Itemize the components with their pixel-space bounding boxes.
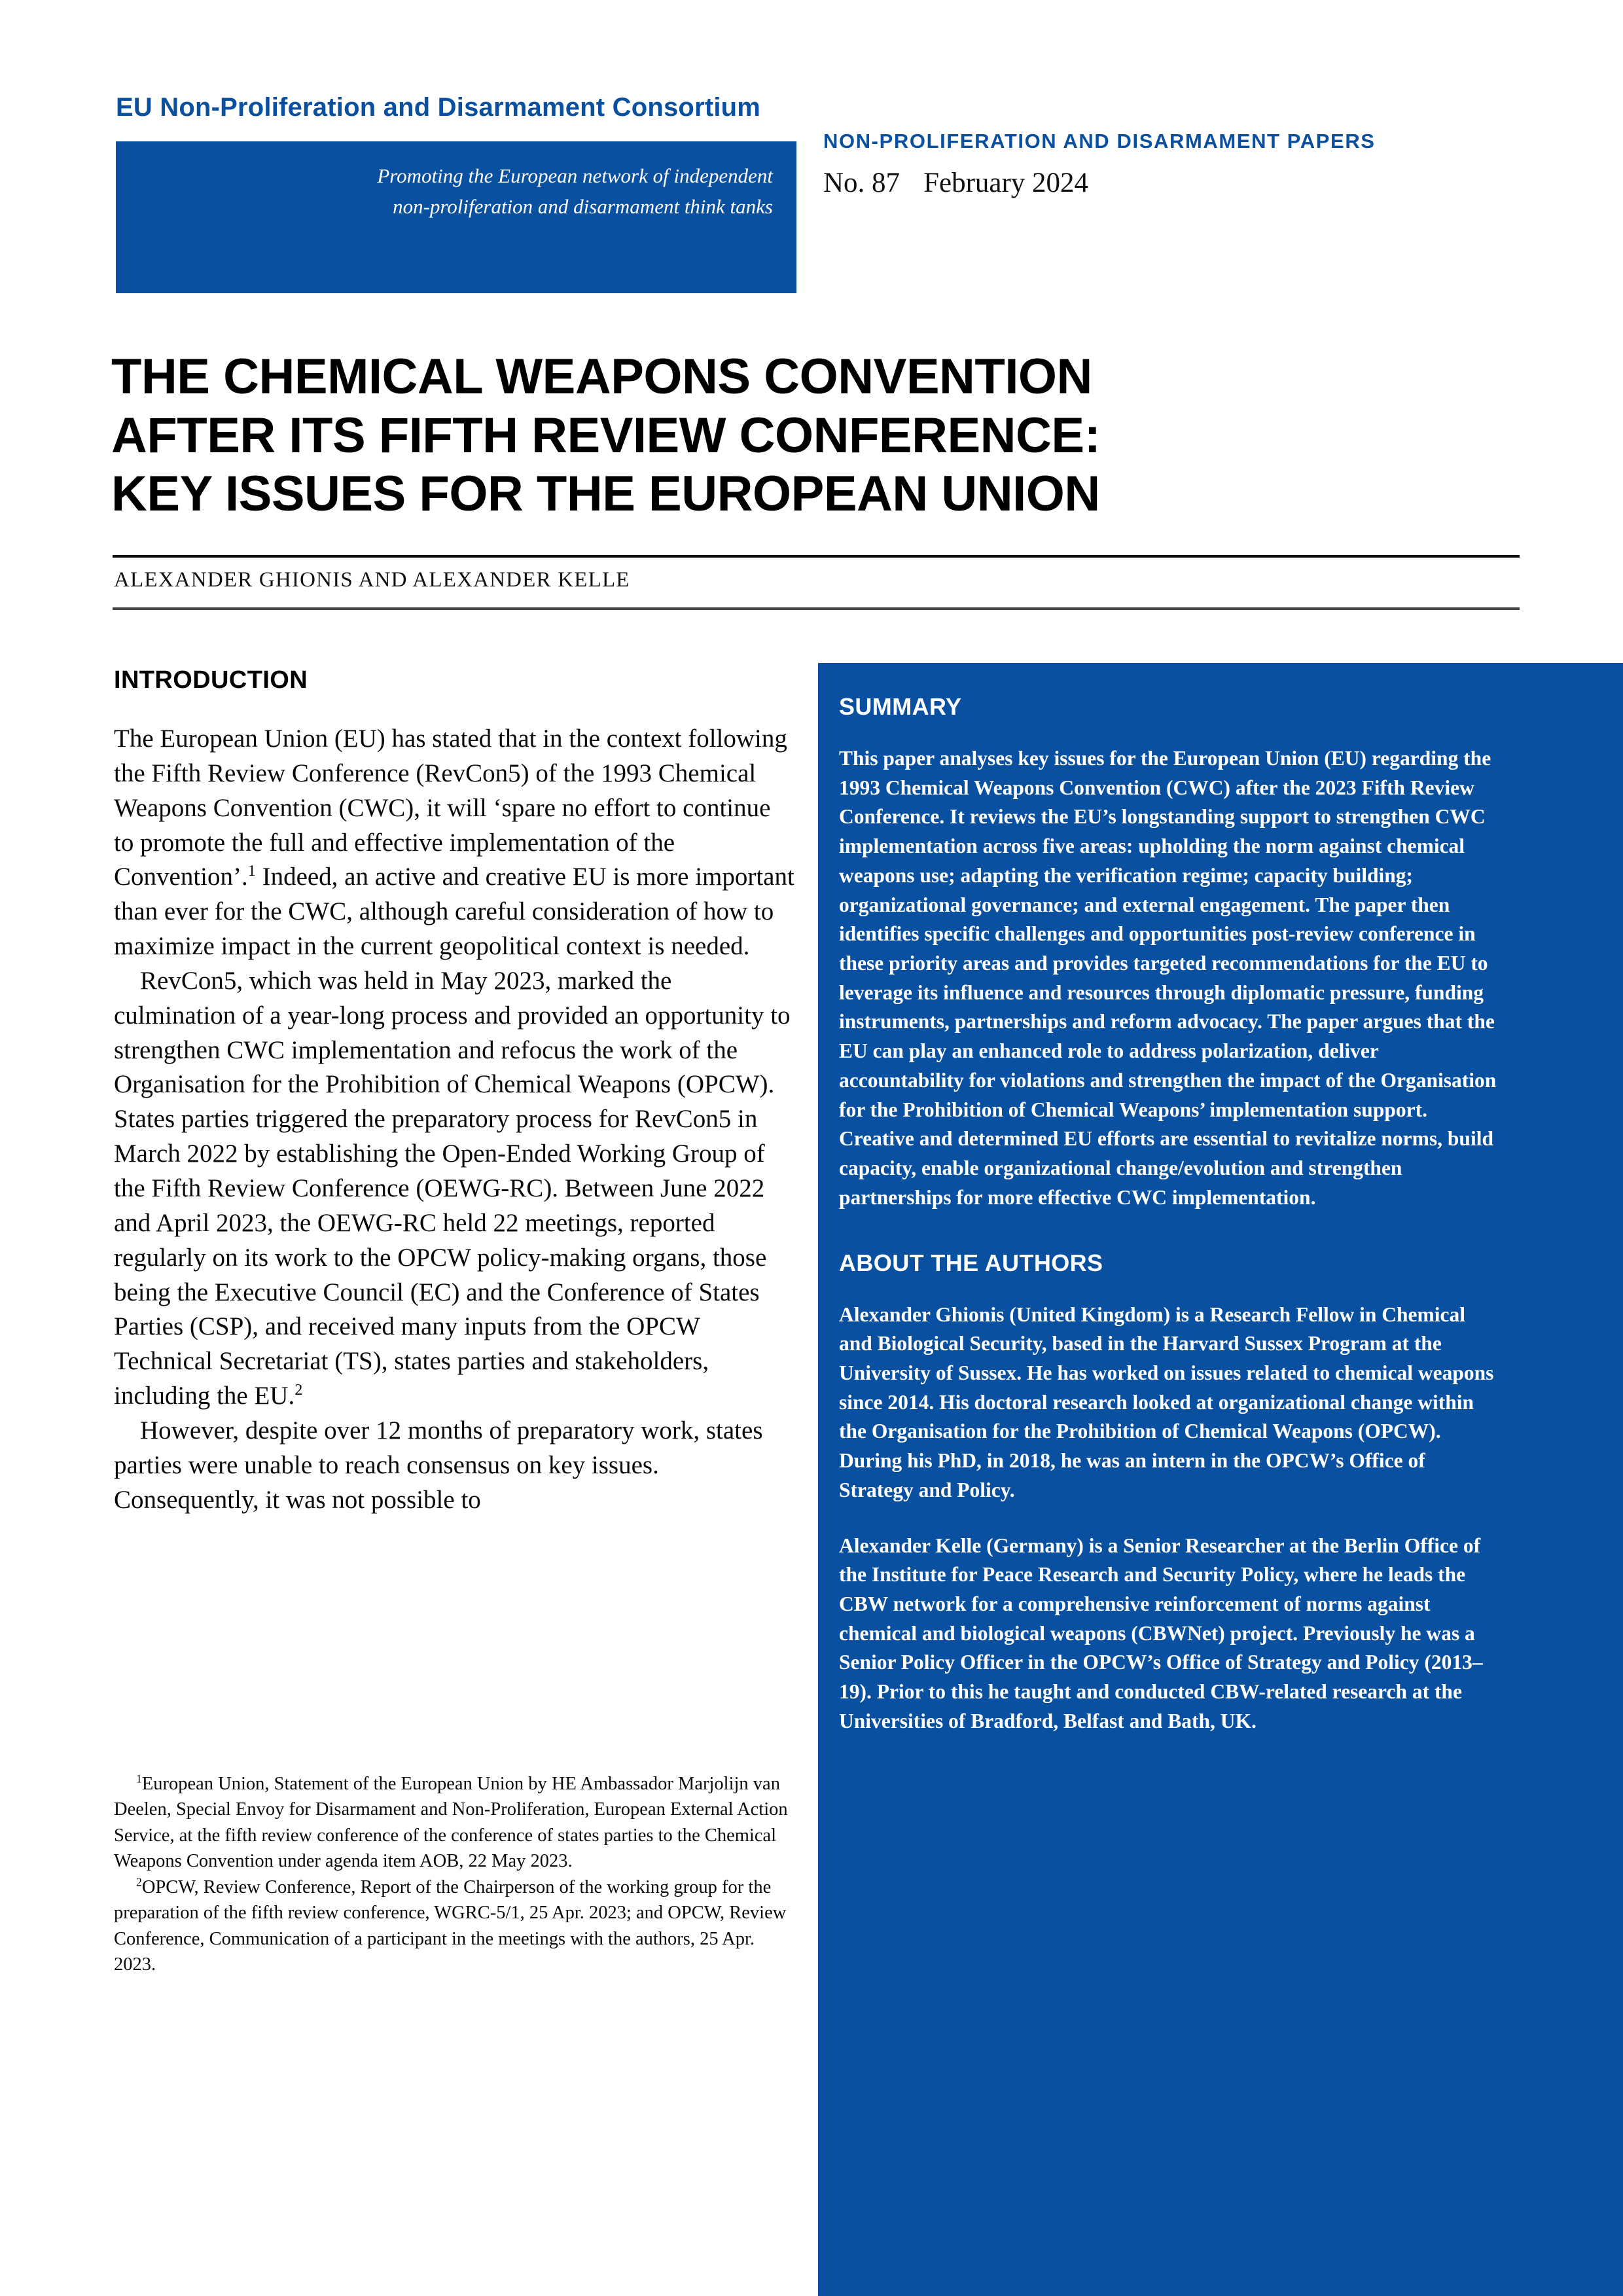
- introduction-paragraph-1: [114, 722, 794, 964]
- series-issue-line: [823, 167, 1088, 199]
- intro-p2-part-a: RevCon5, which was held in May 2023, marked the culmination of a year-long process and provided an opportunity to strengthen CWC implementation and refocus the work of the Organisation for the Prohibition of Chemical Weapons (OPCW). States parties triggered the preparatory process for RevCon5 in March 2022 by establishing the Open-Ended Working Group of the Fifth Review Conference (OEWG-RC). Between June 2022 and April 2023, the OEWG-RC held 22 meetings, reported regularly on its work to the OPCW policy-making organs, those being the Executive Council (EC) and the Conference of States Parties (CSP), and received many inputs from the OPCW Technical Secretariat (TS), states parties and stakeholders, including the EU.: [114, 966, 791, 1410]
- masthead-blue-box: [116, 141, 796, 293]
- masthead-tagline-line-2: non-proliferation and disarmament think tanks: [393, 194, 773, 218]
- introduction-column: [114, 666, 794, 1517]
- footnote-item: [114, 1771, 794, 1874]
- footnote-ref-2[interactable]: 2: [294, 1381, 303, 1399]
- footnote-text: OPCW, Review Conference, Report of the Chairperson of the working group for the preparation of the fifth review conference, WGRC-5/1, 25 Apr. 2023; and OPCW, Review Conference, Communication of a participant in the meetings with the authors, 25 Apr. 2023.: [114, 1876, 787, 1975]
- masthead-tagline: [276, 161, 773, 222]
- author-byline: ALEXANDER GHIONIS AND ALEXANDER KELLE: [114, 568, 630, 592]
- footnote-text: European Union, Statement of the European Union by HE Ambassador Marjolijn van Deelen, Special Envoy for Disarmament and Non-Proliferation, European External Action Service, at the fifth review conference of the conference of states parties to the Chemical Weapons Convention under agenda item AOB, 22 May 2023.: [114, 1774, 788, 1872]
- intro-p1-part-a: The European Union (EU) has stated that in the context following the Fifth Review Conference (RevCon5) of the 1993 Chemical Weapons Convention (CWC), it will ‘spare no effort to continue to promote the full and effective implementation of the Convention’.: [114, 725, 787, 891]
- footnotes-block: [114, 1771, 794, 1978]
- page-title-line-1: THE CHEMICAL WEAPONS CONVENTION: [111, 348, 1092, 404]
- consortium-masthead-title: EU Non-Proliferation and Disarmament Consortium: [116, 93, 761, 122]
- page-title: [111, 348, 1538, 524]
- masthead-tagline-line-1: Promoting the European network of independent: [377, 164, 773, 187]
- about-the-authors-heading: ABOUT THE AUTHORS: [839, 1249, 1103, 1276]
- footnote-marker: 1: [136, 1772, 142, 1785]
- introduction-heading: INTRODUCTION: [114, 666, 308, 694]
- issue-number: No. 87: [823, 168, 901, 198]
- byline-rule-bottom: [113, 607, 1520, 610]
- summary-panel: [818, 663, 1623, 2296]
- issue-date: February 2024: [923, 168, 1089, 198]
- intro-p1-part-b: Indeed, an active and creative EU is more important than ever for the CWC, although careful consideration of how to maximize impact in the current geopolitical context is needed.: [114, 863, 794, 961]
- byline-rule-top: [113, 555, 1520, 558]
- page-title-line-3: KEY ISSUES FOR THE EUROPEAN UNION: [111, 466, 1100, 522]
- footnote-ref-1[interactable]: 1: [247, 862, 256, 880]
- series-label: NON-PROLIFERATION AND DISARMAMENT PAPERS: [823, 130, 1376, 152]
- author-bio-ghionis: Alexander Ghionis (United Kingdom) is a Research Fellow in Chemical and Biological Security, based in the Harvard Sussex Program at the University of Sussex. He has worked on issues related to chemical weapons since 2014. His doctoral research looked at organizational change within the Organisation for the Prohibition of Chemical Weapons (OPCW). During his PhD, in 2018, he was an intern in the OPCW’s Office of Strategy and Policy.: [839, 1302, 1494, 1501]
- introduction-paragraph-3: However, despite over 12 months of preparatory work, states parties were unable to reach consensus on key issues. Consequently, it was not possible to: [114, 1416, 763, 1514]
- summary-panel-content: [839, 693, 1500, 1736]
- introduction-paragraph-2: [114, 964, 794, 1414]
- author-bio-kelle: Alexander Kelle (Germany) is a Senior Researcher at the Berlin Office of the Institute for Peace Research and Security Policy, where he leads the CBW network for a comprehensive reinforcement of norms against chemical and biological weapons (CBWNet) project. Previously he was a Senior Policy Officer in the OPCW’s Office of Strategy and Policy (2013–19). Prior to this he taught and conducted CBW-related research at the Universities of Bradford, Belfast and Bath, UK.: [839, 1534, 1483, 1732]
- page-title-line-2: AFTER ITS FIFTH REVIEW CONFERENCE:: [111, 407, 1101, 463]
- footnote-marker: 2: [136, 1875, 142, 1889]
- summary-heading: SUMMARY: [839, 693, 962, 720]
- footnote-item: [114, 1874, 794, 1978]
- summary-text: This paper analyses key issues for the European Union (EU) regarding the 1993 Chemical Weapons Convention (CWC) after the 2023 Fifth Review Conference. It reviews the EU’s longstanding support to strengthen CWC implementation across five areas: upholding the norm against chemical weapons use; adapting the verification regime; capacity building; organizational governance; and external engagement. The paper then identifies specific challenges and opportunities post-review conference in these priority areas and provides targeted recommendations for the EU to leverage its influence and resources through diplomatic pressure, funding instruments, partnerships and reform advocacy. The paper argues that the EU can play an enhanced role to address polarization, deliver accountability for violations and strengthen the impact of the Organisation for the Prohibition of Chemical Weapons’ implementation support. Creative and determined EU efforts are essential to revitalize norms, build capacity, enable organizational change/evolution and strengthen partnerships for more effective CWC implementation.: [839, 747, 1497, 1209]
